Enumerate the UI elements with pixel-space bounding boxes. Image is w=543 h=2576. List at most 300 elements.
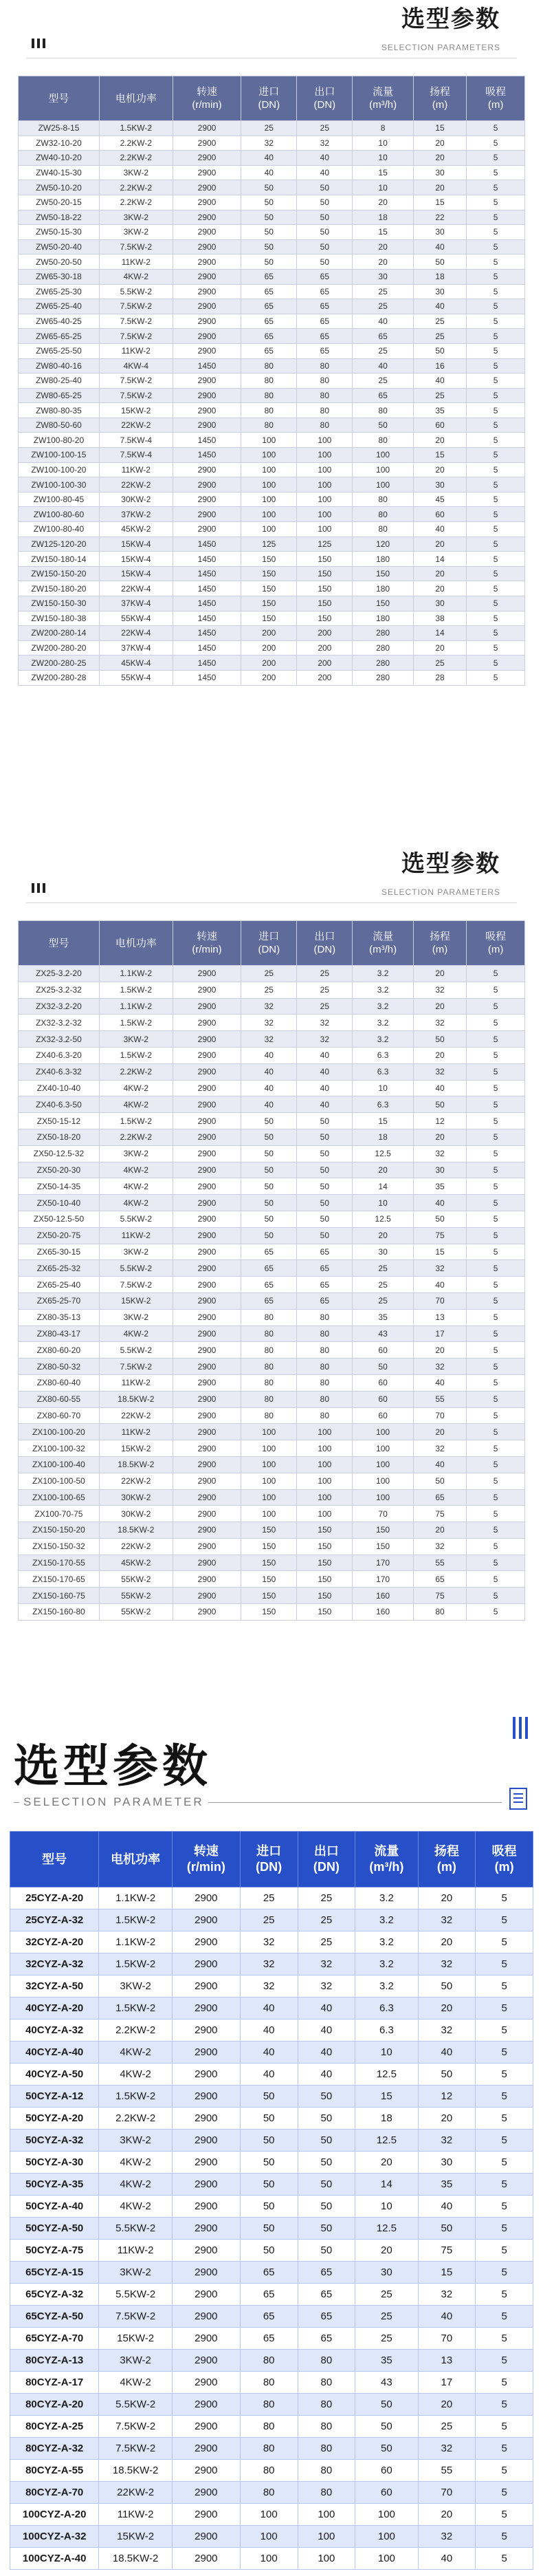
table-cell: 50: [355, 2438, 418, 2460]
table-cell: 100: [240, 2548, 298, 2570]
table-cell: 5: [467, 537, 525, 552]
table-cell: 4KW-2: [99, 1178, 173, 1195]
table-cell: 2900: [172, 2438, 240, 2460]
model-cell: 80CYZ-A-32: [10, 2438, 99, 2460]
table-cell: 100: [240, 2526, 298, 2548]
table-cell: 65: [297, 284, 353, 299]
table-cell: 4KW-2: [99, 2042, 173, 2064]
table-cell: 32: [298, 1976, 355, 1998]
table-cell: 25: [355, 2328, 418, 2350]
table-row: [19, 1359, 525, 1375]
table-cell: 50: [355, 2394, 418, 2416]
model-cell: 40CYZ-A-50: [10, 2064, 99, 2086]
table-cell: 7.5KW-2: [99, 329, 173, 344]
column-header: 出口 (DN): [298, 1832, 355, 1887]
model-cell: ZX32-3.2-20: [19, 998, 100, 1015]
table-cell: 5: [476, 2218, 533, 2240]
table-cell: 37KW-4: [99, 640, 173, 656]
table-cell: 80: [353, 507, 413, 522]
table-row: [19, 418, 525, 433]
table-cell: 150: [297, 1604, 353, 1621]
table-header-row: [19, 921, 525, 966]
table-cell: 12.5: [355, 2064, 418, 2086]
table-cell: 80: [297, 388, 353, 403]
table-cell: 1.1KW-2: [99, 966, 173, 982]
model-cell: ZX80-50-32: [19, 1359, 100, 1375]
table-cell: 25: [413, 656, 466, 671]
table-cell: 4KW-2: [99, 1195, 173, 1211]
table-cell: 170: [353, 1571, 413, 1588]
table-cell: 10: [355, 2042, 418, 2064]
table-cell: 3KW-2: [99, 2350, 173, 2372]
table-row: [10, 2108, 533, 2130]
table-cell: 55KW-4: [99, 670, 173, 685]
table-row: [19, 1325, 525, 1342]
table-cell: 200: [297, 670, 353, 685]
table-cell: 200: [297, 640, 353, 656]
table-cell: 32: [418, 1909, 476, 1931]
table-cell: 1450: [173, 656, 241, 671]
table-cell: 20: [418, 2394, 476, 2416]
table-cell: 5: [467, 180, 525, 195]
table-cell: 15KW-2: [99, 1292, 173, 1309]
table-cell: 22KW-4: [99, 626, 173, 641]
table-cell: 5: [467, 195, 525, 210]
model-cell: ZX100-100-65: [19, 1489, 100, 1506]
table-cell: 2900: [173, 982, 241, 998]
table-cell: 5: [467, 640, 525, 656]
table-cell: 100: [298, 2526, 355, 2548]
model-cell: ZW65-25-50: [19, 343, 100, 358]
table-cell: 50: [241, 195, 297, 210]
table-cell: 25: [298, 1909, 355, 1931]
table-cell: 7.5KW-2: [99, 388, 173, 403]
table-cell: 20: [413, 1424, 466, 1440]
table-cell: 32: [413, 1015, 466, 1031]
table-cell: 80: [353, 522, 413, 537]
table-cell: 80: [298, 2416, 355, 2438]
table-row: [10, 2196, 533, 2218]
table-row: [10, 2284, 533, 2306]
table-cell: 180: [353, 611, 413, 626]
table-cell: 20: [353, 1162, 413, 1178]
table-cell: 40: [413, 1195, 466, 1211]
table-cell: 30KW-2: [99, 1506, 173, 1522]
table-cell: 5: [467, 403, 525, 418]
table-cell: 2900: [172, 2482, 240, 2504]
table-cell: 50: [297, 210, 353, 225]
table-cell: 5: [467, 1391, 525, 1407]
table-cell: 32: [241, 998, 297, 1015]
table-cell: 30: [413, 1162, 466, 1178]
model-cell: ZW80-40-16: [19, 358, 100, 374]
table-cell: 5: [476, 1953, 533, 1976]
table-cell: 160: [353, 1604, 413, 1621]
model-cell: ZW150-180-20: [19, 581, 100, 596]
table-cell: 2900: [173, 1031, 241, 1048]
table-cell: 20: [413, 566, 466, 581]
table-cell: 100: [297, 1440, 353, 1457]
table-cell: 43: [355, 2372, 418, 2394]
model-cell: ZX25-3.2-32: [19, 982, 100, 998]
table-cell: 20: [353, 195, 413, 210]
model-cell: ZX80-43-17: [19, 1325, 100, 1342]
section-subtitle: SELECTION PARAMETERS: [381, 887, 500, 897]
table-row: [19, 239, 525, 255]
table-cell: 2900: [172, 2394, 240, 2416]
table-cell: 5: [476, 2306, 533, 2328]
table-cell: 65: [241, 1244, 297, 1260]
table-cell: 2900: [172, 2064, 240, 2086]
table-cell: 80: [241, 1391, 297, 1407]
table-cell: 2900: [173, 1260, 241, 1277]
column-header: 流量 (m³/h): [355, 1832, 418, 1887]
table-cell: 5: [476, 2328, 533, 2350]
table-cell: 2900: [172, 1931, 240, 1953]
table-cell: 20: [413, 966, 466, 982]
table-cell: 22KW-2: [99, 1407, 173, 1424]
table-cell: 5: [467, 1260, 525, 1277]
table-cell: 25: [297, 982, 353, 998]
table-cell: 80: [298, 2438, 355, 2460]
table-cell: 5: [467, 1047, 525, 1063]
table-cell: 5: [467, 1489, 525, 1506]
table-cell: 32: [298, 1953, 355, 1976]
table-cell: 32: [240, 1953, 298, 1976]
table-cell: 5: [467, 462, 525, 477]
table-cell: 5: [467, 670, 525, 685]
model-cell: ZX65-25-32: [19, 1260, 100, 1277]
table-cell: 5: [467, 1588, 525, 1604]
table-cell: 50: [298, 2174, 355, 2196]
table-cell: 5: [476, 1998, 533, 2020]
table-row: [19, 966, 525, 982]
column-header: 电机功率: [99, 921, 173, 966]
table-cell: 22KW-2: [99, 477, 173, 493]
table-row: [19, 433, 525, 448]
table-row: [19, 1227, 525, 1244]
table-cell: 80: [297, 403, 353, 418]
model-cell: 32CYZ-A-32: [10, 1953, 99, 1976]
section-zw: [0, 0, 543, 845]
table-cell: 30KW-2: [99, 1489, 173, 1506]
table-cell: 5: [476, 1931, 533, 1953]
table-cell: 150: [241, 596, 297, 611]
table-cell: 5: [476, 1976, 533, 1998]
table-cell: 50: [241, 210, 297, 225]
spec-table-zw: [18, 76, 525, 686]
table-cell: 10: [355, 2196, 418, 2218]
table-cell: 10: [353, 136, 413, 151]
model-cell: ZX100-100-50: [19, 1473, 100, 1489]
table-cell: 4KW-2: [99, 2152, 173, 2174]
table-cell: 40: [297, 1096, 353, 1113]
table-cell: 5: [476, 2416, 533, 2438]
table-cell: 2900: [173, 1473, 241, 1489]
table-cell: 25: [241, 982, 297, 998]
table-cell: 32: [297, 136, 353, 151]
table-cell: 40: [413, 374, 466, 389]
table-cell: 5: [467, 1440, 525, 1457]
spec-table-cyz: [10, 1831, 533, 2570]
table-cell: 5: [467, 1015, 525, 1031]
table-cell: 100: [298, 2548, 355, 2570]
table-cell: 5: [467, 1080, 525, 1096]
table-cell: 50: [241, 1178, 297, 1195]
table-cell: 50: [241, 1195, 297, 1211]
model-cell: 25CYZ-A-20: [10, 1887, 99, 1909]
table-cell: 3.2: [355, 1953, 418, 1976]
table-cell: 40: [241, 1096, 297, 1113]
table-cell: 11KW-2: [99, 462, 173, 477]
table-cell: 5: [467, 165, 525, 180]
table-cell: 100: [297, 448, 353, 463]
table-cell: 5: [467, 1555, 525, 1571]
table-cell: 80: [297, 1374, 353, 1391]
table-cell: 32: [413, 1145, 466, 1162]
model-cell: 80CYZ-A-13: [10, 2350, 99, 2372]
table-cell: 5: [467, 566, 525, 581]
table-cell: 5: [467, 1424, 525, 1440]
table-cell: 75: [413, 1506, 466, 1522]
table-cell: 150: [241, 1571, 297, 1588]
table-cell: 5: [467, 329, 525, 344]
table-row: [19, 1571, 525, 1588]
table-cell: 17: [413, 1325, 466, 1342]
table-cell: 80: [297, 1391, 353, 1407]
table-cell: 60: [413, 418, 466, 433]
table-cell: 2900: [172, 2350, 240, 2372]
model-cell: ZX40-6.3-50: [19, 1096, 100, 1113]
table-row: [19, 522, 525, 537]
table-cell: 2900: [172, 2460, 240, 2482]
table-cell: 65: [240, 2306, 298, 2328]
table-cell: 15: [353, 225, 413, 240]
model-cell: ZW32-10-20: [19, 136, 100, 151]
table-cell: 150: [241, 566, 297, 581]
table-row: [10, 2526, 533, 2548]
table-cell: 32: [418, 2526, 476, 2548]
table-cell: 65: [297, 1292, 353, 1309]
table-row: [19, 1424, 525, 1440]
table-cell: 150: [353, 1538, 413, 1555]
table-cell: 50: [241, 1162, 297, 1178]
table-row: [19, 462, 525, 477]
table-cell: 3KW-2: [99, 210, 173, 225]
table-cell: 80: [298, 2372, 355, 2394]
divider: [26, 902, 517, 903]
table-cell: 2900: [173, 1162, 241, 1178]
table-cell: 2900: [172, 1887, 240, 1909]
model-cell: ZX50-14-35: [19, 1178, 100, 1195]
table-row: [19, 358, 525, 374]
column-header: 出口 (DN): [297, 76, 353, 121]
table-cell: 40: [413, 299, 466, 314]
model-cell: ZW150-180-38: [19, 611, 100, 626]
model-cell: ZX65-30-15: [19, 1244, 100, 1260]
column-header: 电机功率: [99, 76, 173, 121]
table-cell: 5: [467, 581, 525, 596]
table-cell: 50: [297, 225, 353, 240]
table-cell: 1.5KW-2: [99, 2086, 173, 2108]
table-row: [19, 1031, 525, 1048]
table-cell: 80: [297, 418, 353, 433]
table-cell: 80: [241, 1407, 297, 1424]
column-header: 进口 (DN): [241, 76, 297, 121]
table-cell: 100: [297, 462, 353, 477]
table-cell: 100: [241, 1424, 297, 1440]
table-cell: 32: [413, 1063, 466, 1080]
table-cell: 2900: [173, 121, 241, 136]
table-cell: 1450: [173, 566, 241, 581]
table-cell: 80: [297, 1407, 353, 1424]
table-cell: 25: [297, 966, 353, 982]
table-cell: 6.3: [353, 1047, 413, 1063]
table-cell: 50: [298, 2218, 355, 2240]
model-cell: ZW100-100-15: [19, 448, 100, 463]
table-cell: 70: [413, 1407, 466, 1424]
table-row: [19, 329, 525, 344]
table-cell: 2900: [172, 2526, 240, 2548]
table-row: [19, 1047, 525, 1063]
table-cell: 65: [241, 329, 297, 344]
table-cell: 25: [298, 1887, 355, 1909]
model-cell: ZX50-18-20: [19, 1129, 100, 1145]
table-cell: 2900: [173, 966, 241, 982]
table-cell: 1.5KW-2: [99, 1113, 173, 1129]
model-cell: ZW125-120-20: [19, 537, 100, 552]
table-cell: 150: [297, 611, 353, 626]
table-cell: 2900: [173, 1325, 241, 1342]
table-cell: 32: [418, 2438, 476, 2460]
table-cell: 45KW-2: [99, 522, 173, 537]
table-cell: 40: [297, 1063, 353, 1080]
table-cell: 55KW-4: [99, 611, 173, 626]
table-cell: 65: [298, 2306, 355, 2328]
table-cell: 35: [353, 1309, 413, 1325]
table-cell: 5: [467, 611, 525, 626]
table-cell: 2900: [172, 2416, 240, 2438]
table-row: [19, 1260, 525, 1277]
table-cell: 10: [353, 1080, 413, 1096]
model-cell: ZW80-25-40: [19, 374, 100, 389]
table-cell: 11KW-2: [99, 2504, 173, 2526]
table-row: [19, 1113, 525, 1129]
table-cell: 2900: [172, 2042, 240, 2064]
table-row: [19, 1015, 525, 1031]
table-cell: 2.2KW-2: [99, 151, 173, 166]
table-cell: 15: [353, 165, 413, 180]
table-cell: 5.5KW-2: [99, 1211, 173, 1227]
table-cell: 2.2KW-2: [99, 136, 173, 151]
table-cell: 18.5KW-2: [99, 1391, 173, 1407]
table-cell: 4KW-2: [99, 269, 173, 284]
table-cell: 2900: [172, 2108, 240, 2130]
table-cell: 2900: [173, 136, 241, 151]
table-cell: 60: [353, 1342, 413, 1359]
table-cell: 2.2KW-2: [99, 1129, 173, 1145]
table-cell: 150: [297, 581, 353, 596]
table-cell: 40: [298, 2020, 355, 2042]
table-cell: 2900: [173, 1309, 241, 1325]
table-row: [19, 640, 525, 656]
table-cell: 1.5KW-2: [99, 982, 173, 998]
model-cell: ZX80-60-70: [19, 1407, 100, 1424]
table-cell: 38: [413, 611, 466, 626]
table-cell: 5: [467, 1374, 525, 1391]
table-cell: 65: [240, 2284, 298, 2306]
section-subtitle: SELECTION PARAMETERS: [381, 43, 500, 52]
table-cell: 7.5KW-2: [99, 374, 173, 389]
table-cell: 50: [240, 2152, 298, 2174]
table-cell: 200: [241, 670, 297, 685]
table-cell: 150: [297, 1538, 353, 1555]
table-cell: 5: [476, 2086, 533, 2108]
table-cell: 15KW-2: [99, 403, 173, 418]
table-cell: 40: [241, 165, 297, 180]
table-cell: 150: [297, 1571, 353, 1588]
table-cell: 25: [353, 1292, 413, 1309]
table-row: [19, 1489, 525, 1506]
table-cell: 5: [476, 2042, 533, 2064]
model-cell: 40CYZ-A-32: [10, 2020, 99, 2042]
table-cell: 2900: [173, 1292, 241, 1309]
model-cell: ZW150-150-20: [19, 566, 100, 581]
table-cell: 20: [413, 1342, 466, 1359]
table-cell: 2900: [173, 225, 241, 240]
table-cell: 1450: [173, 433, 241, 448]
table-cell: 2900: [173, 1456, 241, 1473]
table-cell: 22KW-2: [99, 2482, 173, 2504]
table-cell: 100: [297, 507, 353, 522]
table-cell: 32: [240, 1976, 298, 1998]
table-cell: 2900: [173, 1538, 241, 1555]
table-cell: 50: [297, 1195, 353, 1211]
table-cell: 2900: [173, 165, 241, 180]
model-cell: ZW80-50-60: [19, 418, 100, 433]
table-cell: 7.5KW-2: [99, 239, 173, 255]
model-cell: ZX100-100-40: [19, 1456, 100, 1473]
table-cell: 80: [241, 358, 297, 374]
table-row: [19, 151, 525, 166]
column-header: 型号: [19, 921, 100, 966]
table-row: [10, 1909, 533, 1931]
model-cell: ZX50-12.5-32: [19, 1145, 100, 1162]
table-cell: 7.5KW-2: [99, 314, 173, 329]
table-row: [10, 2064, 533, 2086]
table-row: [19, 121, 525, 136]
table-row: [19, 1096, 525, 1113]
table-cell: 32: [413, 1359, 466, 1375]
table-cell: 65: [297, 1244, 353, 1260]
model-cell: ZW80-80-35: [19, 403, 100, 418]
table-cell: 5: [476, 2020, 533, 2042]
table-row: [10, 2328, 533, 2350]
table-cell: 40: [413, 1374, 466, 1391]
table-cell: 2900: [172, 1998, 240, 2020]
table-cell: 150: [353, 1522, 413, 1539]
table-cell: 15: [413, 448, 466, 463]
table-cell: 7.5KW-2: [99, 299, 173, 314]
table-header-row: [10, 1832, 533, 1887]
table-cell: 5: [467, 1571, 525, 1588]
table-cell: 50: [297, 1178, 353, 1195]
table-cell: 15KW-4: [99, 566, 173, 581]
model-cell: ZX100-100-32: [19, 1440, 100, 1457]
table-cell: 180: [353, 581, 413, 596]
table-cell: 65: [297, 314, 353, 329]
table-cell: 5: [476, 2152, 533, 2174]
